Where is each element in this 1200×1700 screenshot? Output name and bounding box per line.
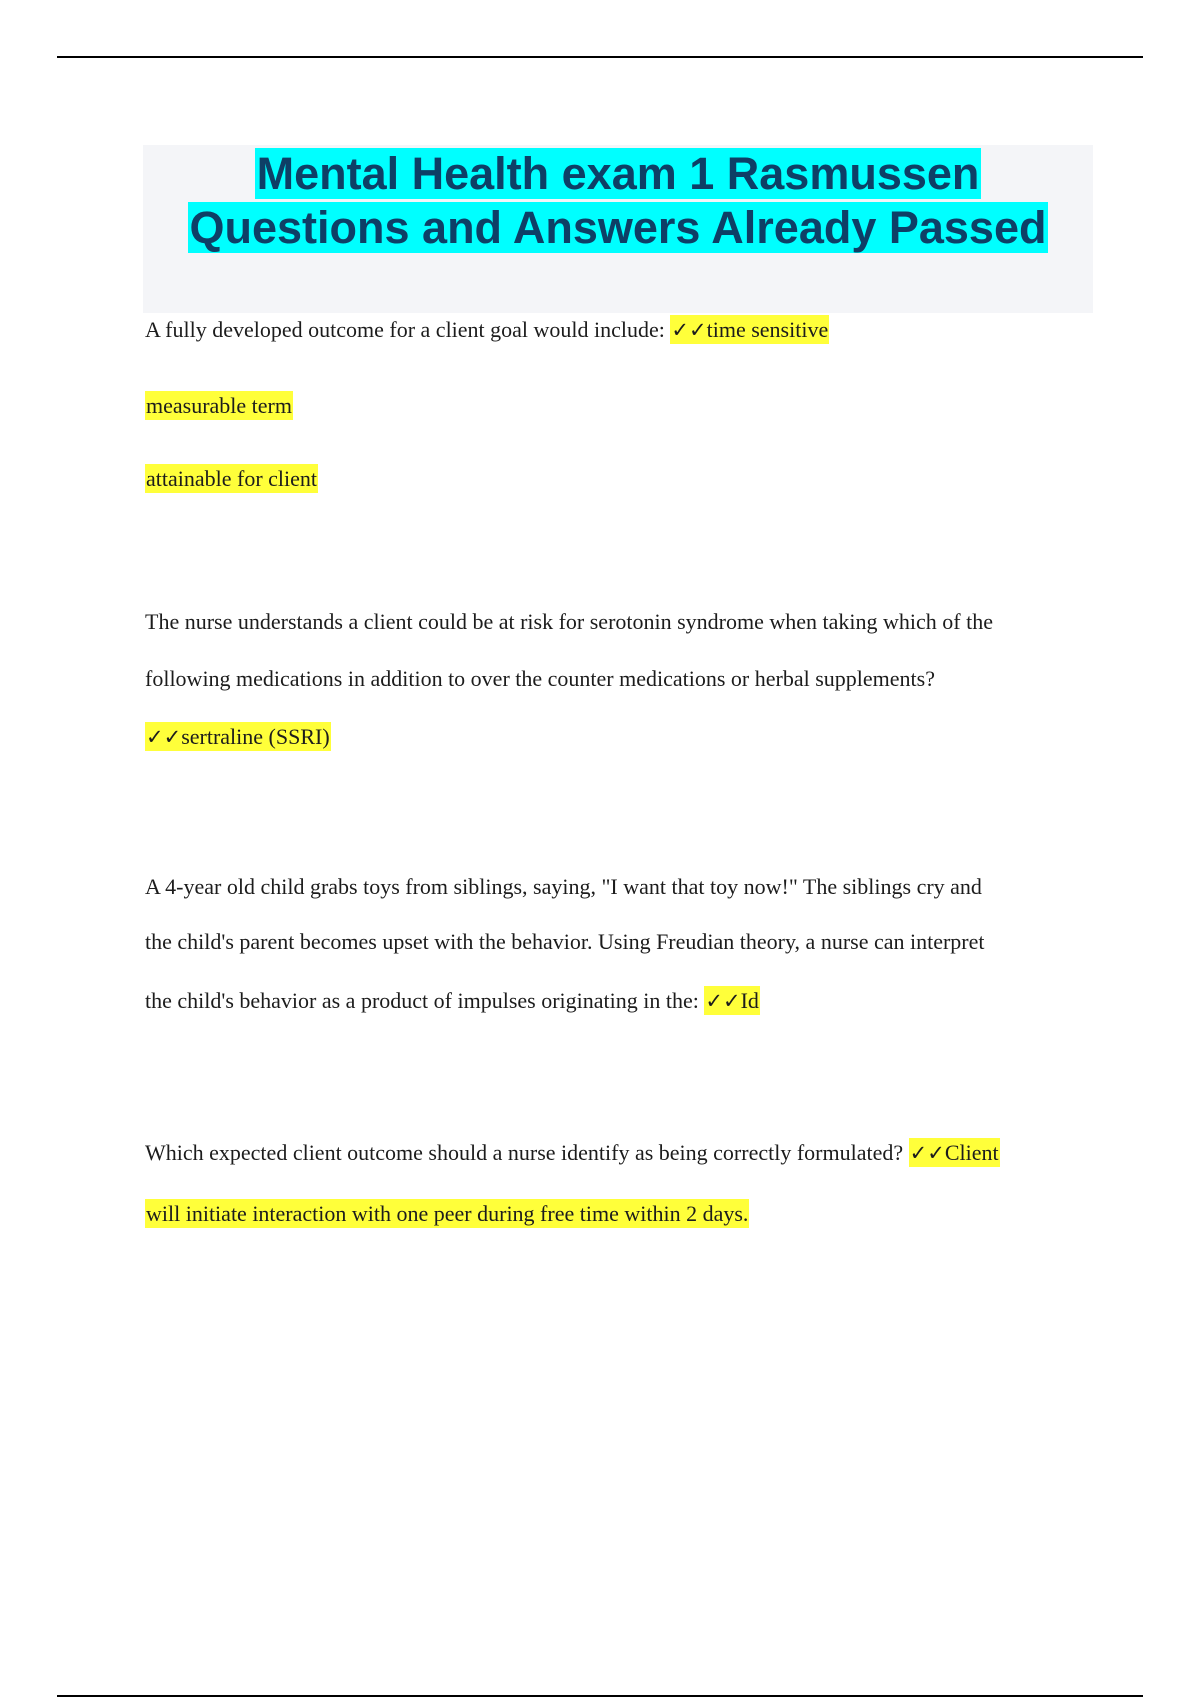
document-title-block (143, 145, 1093, 313)
document-title-line-1: Mental Health exam 1 Rasmussen (256, 148, 980, 199)
q2-answer: ✓✓sertraline (SSRI) (146, 724, 330, 749)
q3-answer: ✓✓Id (705, 988, 759, 1013)
q3-question-line-1: A 4-year old child grabs toys from siblings, saying, "I want that toy now!" The siblings cry and (145, 874, 982, 899)
document-title-line-2: Questions and Answers Already Passed (189, 202, 1047, 253)
q3-question-line-3: the child's behavior as a product of impulses originating in the: ✓✓Id (145, 988, 759, 1013)
q1-answer-1: ✓✓time sensitive (671, 317, 829, 342)
q4-answer-line-2: will initiate interaction with one peer during free time within 2 days. (146, 1201, 749, 1226)
header-rule (57, 56, 1143, 58)
q2-question-line-1: The nurse understands a client could be at risk for serotonin syndrome when taking which of the (145, 609, 993, 634)
q1-answer-2: measurable term (146, 393, 292, 418)
q2-question-line-2: following medications in addition to over the counter medications or herbal supplements? (145, 666, 935, 691)
q4-question: Which expected client outcome should a nurse identify as being correctly formulated? ✓✓Client (145, 1140, 999, 1165)
q1-question: A fully developed outcome for a client goal would include: ✓✓time sensitive (145, 317, 829, 342)
check-icon: ✓✓ (909, 1141, 945, 1165)
footer-rule (57, 1695, 1143, 1697)
q4-answer-start: ✓✓Client (909, 1140, 999, 1165)
check-icon: ✓✓ (705, 989, 741, 1013)
check-icon: ✓✓ (146, 725, 182, 749)
q1-answer-3: attainable for client (146, 466, 318, 491)
check-icon: ✓✓ (671, 318, 707, 342)
q3-question-line-2: the child's parent becomes upset with the behavior. Using Freudian theory, a nurse can interpret (145, 929, 985, 954)
